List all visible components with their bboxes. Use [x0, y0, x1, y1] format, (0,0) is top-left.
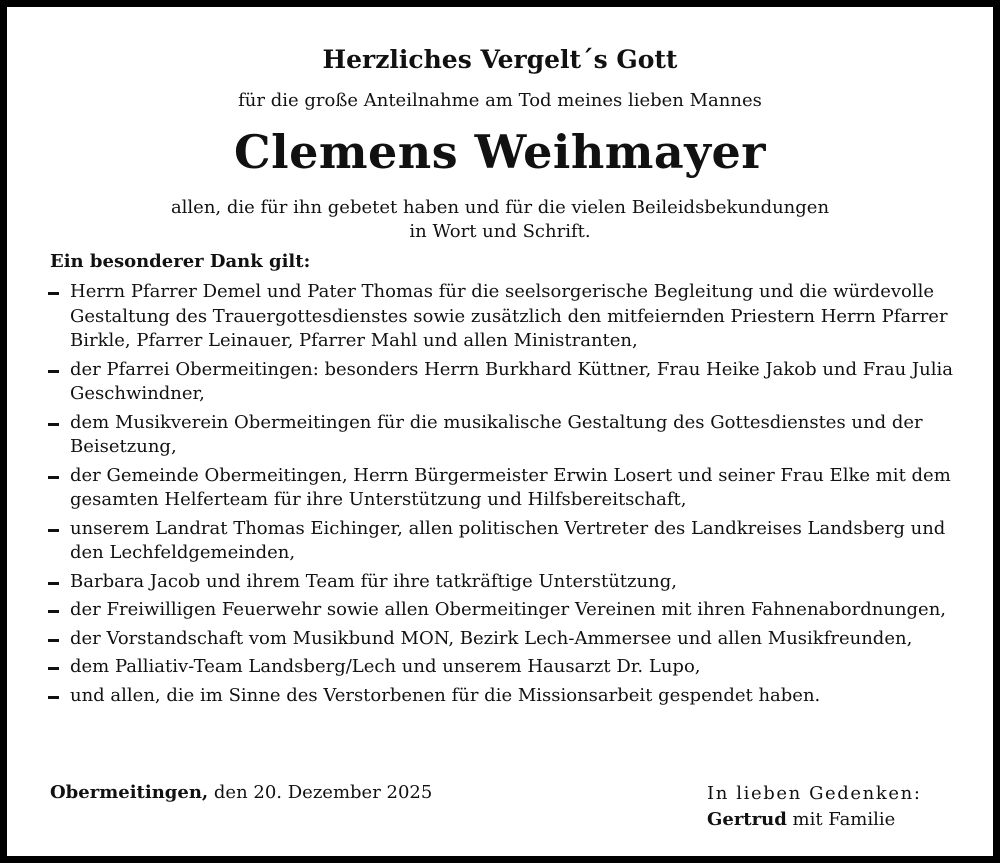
list-item: Barbara Jacob und ihrem Team für ihre tatkräftige Unterstützung, — [45, 570, 965, 595]
intro-text — [7, 196, 993, 244]
list-item: Herrn Pfarrer Demel und Pater Thomas für die seelsorgerische Begleitung und die würdevolle Gestaltung des Trauergottesdienstes sowie zusätzlich den mitfeiernden Priestern Herrn Pfarrer Birkle, Pfarrer Leinauer, Pfarrer Mahl und allen Ministranten, — [45, 280, 965, 354]
signer-name: Gertrud — [707, 809, 787, 830]
headline: Herzliches Vergelt´s Gott — [322, 45, 678, 74]
list-item: unserem Landrat Thomas Eichinger, allen politischen Vertreter des Landkreises Landsberg und den Lechfeldgemeinden, — [45, 517, 965, 566]
thanks-list — [45, 280, 965, 712]
list-item: der Freiwilligen Feuerwehr sowie allen Obermeitinger Vereinen mit ihren Fahnenabordnungen, — [45, 598, 965, 623]
signer-suffix: mit Familie — [792, 809, 896, 830]
place: Obermeitingen, — [50, 782, 209, 803]
list-item: der Gemeinde Obermeitingen, Herrn Bürgermeister Erwin Losert und seiner Frau Elke mit dem gesamten Helferteam für ihre Unterstützung und Hilfsbereitschaft, — [45, 464, 965, 513]
intro-line-2: in Wort und Schrift. — [409, 221, 591, 242]
subline: für die große Anteilnahme am Tod meines lieben Mannes — [238, 90, 762, 111]
closing-line: In lieben Gedenken: — [707, 783, 922, 804]
list-item: dem Musikverein Obermeitingen für die musikalische Gestaltung des Gottesdienstes und der Beisetzung, — [45, 411, 965, 460]
signature-block — [707, 781, 922, 833]
thanks-heading: Ein besonderer Dank gilt: — [50, 251, 311, 272]
date: den 20. Dezember 2025 — [213, 782, 433, 803]
intro-line-1: allen, die für ihn gebetet haben und für die vielen Beileidsbekundungen — [170, 197, 830, 218]
list-item: und allen, die im Sinne des Verstorbenen für die Missionsarbeit gespendet haben. — [45, 684, 965, 709]
list-item: der Vorstandschaft vom Musikbund MON, Bezirk Lech-Ammersee und allen Musikfreunden, — [45, 627, 965, 652]
list-item: der Pfarrei Obermeitingen: besonders Herrn Burkhard Küttner, Frau Heike Jakob und Frau Julia Geschwindner, — [45, 358, 965, 407]
list-item: dem Palliativ-Team Landsberg/Lech und unserem Hausarzt Dr. Lupo, — [45, 655, 965, 680]
deceased-name: Clemens Weihmayer — [234, 125, 766, 179]
place-date — [50, 781, 432, 805]
